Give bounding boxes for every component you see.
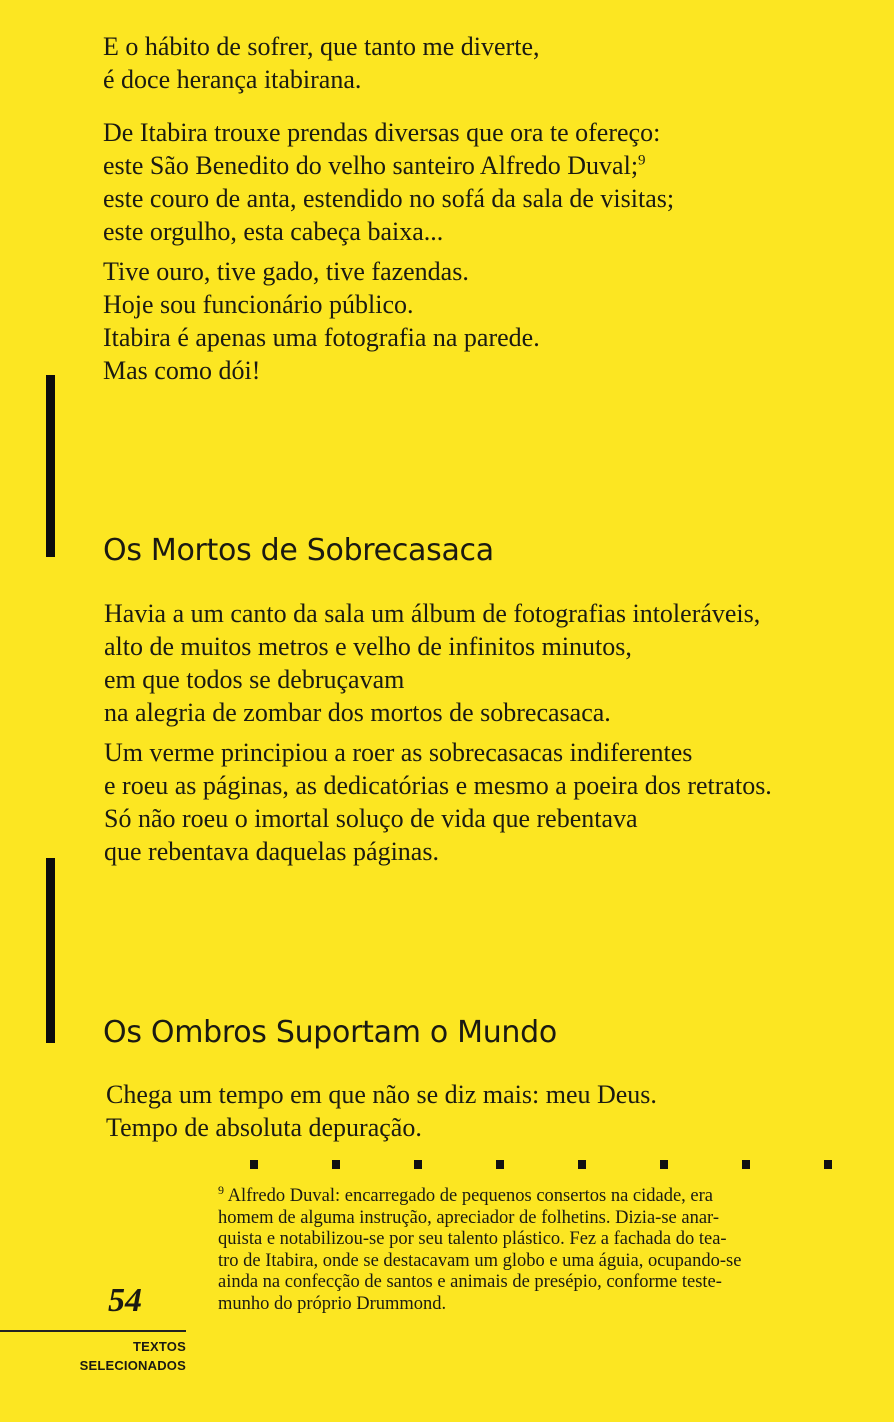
poem-line: De Itabira trouxe prendas diversas que ora te ofereço: <box>103 118 661 147</box>
poem-line: Tive ouro, tive gado, tive fazendas. <box>103 257 469 286</box>
poem-stanza <box>104 597 760 729</box>
poem-line: em que todos se debruçavam <box>104 665 405 694</box>
series-title <box>80 1337 186 1375</box>
poem-line: é doce herança itabirana. <box>103 65 362 94</box>
separator-dot <box>742 1160 750 1169</box>
footnote-line: $^9$ Alfredo Duval: encarregado de pequenos consertos na cidade, era <box>218 1182 714 1206</box>
poem-line: este couro de anta, estendido no sofá da sala de visitas; <box>103 184 675 213</box>
poem-line: Mas como dói! <box>103 356 261 385</box>
separator-dot <box>824 1160 832 1169</box>
footer-rule <box>0 1330 186 1332</box>
poem-line: Hoje sou funcionário público. <box>103 290 414 319</box>
footnote <box>218 1182 848 1315</box>
section-marker-bar <box>46 858 55 1043</box>
poem-line: alto de muitos metros e velho de infinitos minutos, <box>104 632 632 661</box>
poem-line: Tempo de absoluta depuração. <box>106 1113 422 1142</box>
poem-line: este São Benedito do velho santeiro Alfredo Duval;$^9$ <box>103 151 646 180</box>
poem-line: este orgulho, esta cabeça baixa... <box>103 217 444 246</box>
poem-line: Só não roeu o imortal soluço de vida que rebentava <box>104 804 638 833</box>
poem-line: Havia a um canto da sala um álbum de fotografias intoleráveis, <box>104 599 761 628</box>
poem-line: Um verme principiou a roer as sobrecasacas indiferentes <box>104 738 693 767</box>
poem-stanza <box>103 30 539 96</box>
separator-dot <box>578 1160 586 1169</box>
footnote-reference[interactable]: 9 <box>638 152 646 169</box>
footnote-line: tro de Itabira, onde se destacavam um globo e uma águia, ocupando-se <box>218 1250 742 1271</box>
poem-line: que rebentava daquelas páginas. <box>104 837 439 866</box>
series-title-line: SELECIONADOS <box>79 1358 186 1373</box>
poem-title: Os Ombros Suportam o Mundo <box>103 1015 557 1050</box>
series-title-line: TEXTOS <box>133 1339 186 1354</box>
page-number: 54 <box>108 1282 142 1319</box>
poem-line: Itabira é apenas uma fotografia na parede. <box>103 323 540 352</box>
separator-dot <box>496 1160 504 1169</box>
footnote-line: homem de alguma instrução, apreciador de folhetins. Dizia-se anar- <box>218 1207 719 1228</box>
poem-stanza <box>103 255 540 387</box>
poem-stanza <box>103 116 674 248</box>
poem-line: Chega um tempo em que não se diz mais: meu Deus. <box>106 1080 657 1109</box>
poem-line: na alegria de zombar dos mortos de sobrecasaca. <box>104 698 611 727</box>
footnote-marker: 9 <box>218 1182 224 1197</box>
footnote-line: quista e notabilizou-se por seu talento plástico. Fez a fachada do tea- <box>218 1229 727 1249</box>
poem-stanza <box>104 736 772 868</box>
section-marker-bar <box>46 375 55 557</box>
separator-dot <box>660 1160 668 1169</box>
separator-dot <box>414 1160 422 1169</box>
poem-title: Os Mortos de Sobrecasaca <box>103 533 494 568</box>
dotted-separator <box>250 1160 835 1170</box>
footnote-line: munho do próprio Drummond. <box>218 1293 447 1314</box>
poem-line: E o hábito de sofrer, que tanto me diverte, <box>103 32 540 61</box>
separator-dot <box>250 1160 258 1169</box>
poem-stanza <box>106 1078 657 1144</box>
poem-line: e roeu as páginas, as dedicatórias e mesmo a poeira dos retratos. <box>104 771 772 800</box>
separator-dot <box>332 1160 340 1169</box>
footnote-line: ainda na confecção de santos e animais de presépio, conforme teste- <box>218 1272 722 1292</box>
